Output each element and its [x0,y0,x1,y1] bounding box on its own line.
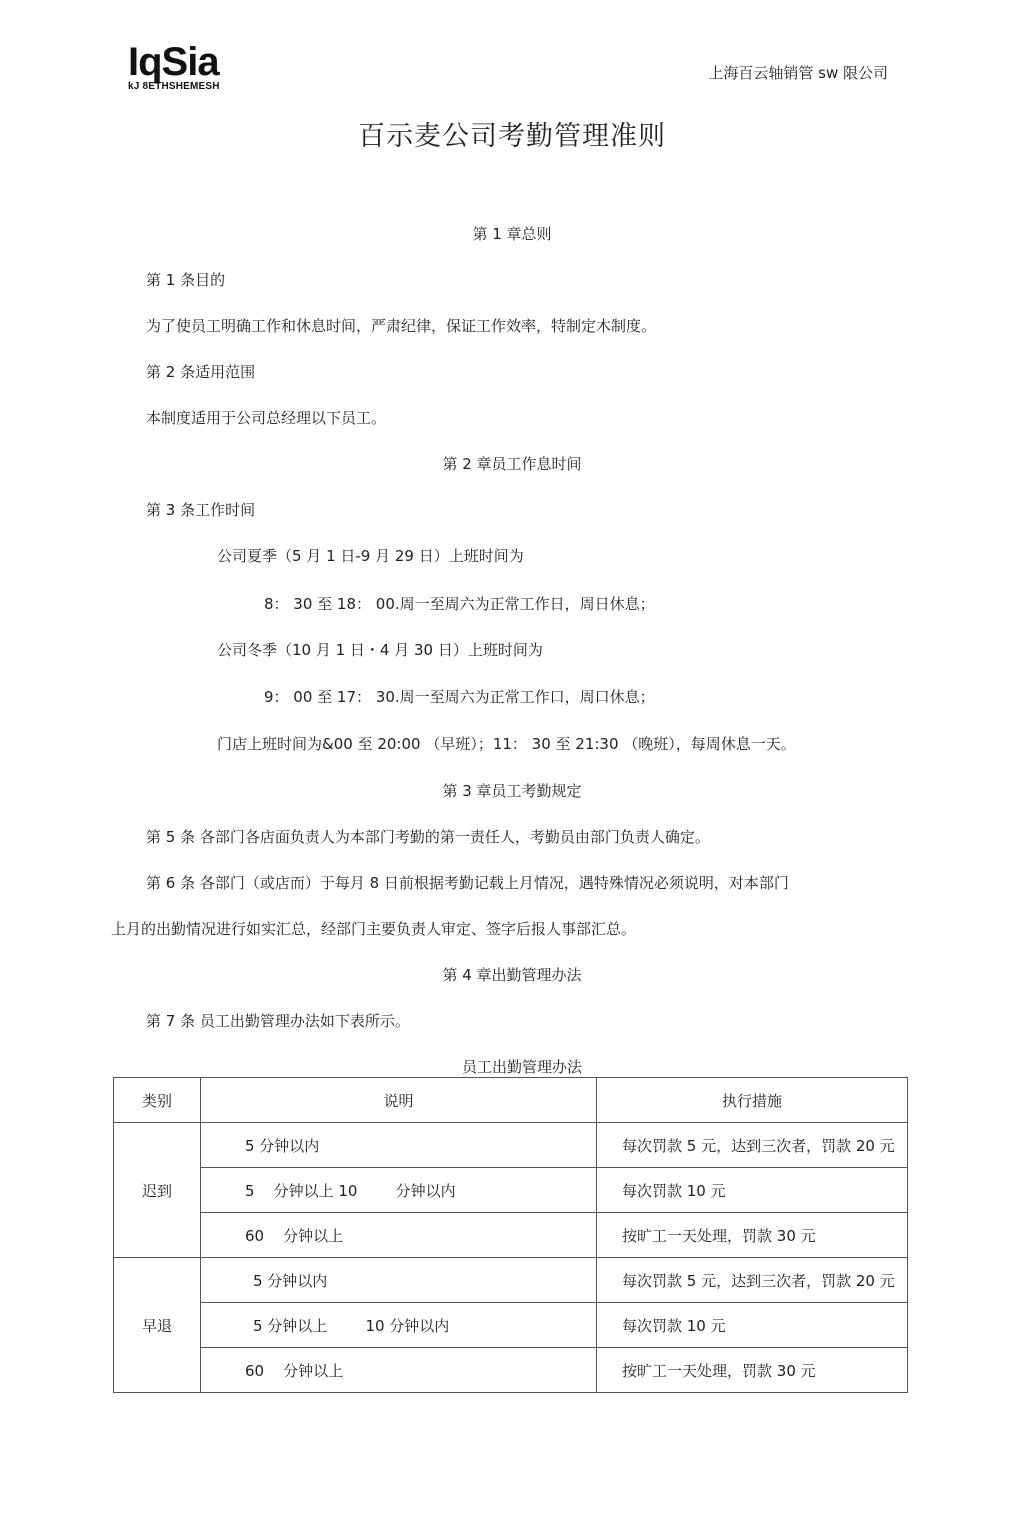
winter-hours-detail: 9： 00 至 17： 30.周一至周六为正常工作口，周口休息； [264,688,655,706]
early-desc-3: 60 分钟以上 [201,1348,597,1393]
article-7-text: 第 7 条 员工出勤管理办法如下表所示。 [146,1012,410,1030]
header-description: 说明 [201,1078,597,1123]
table-row [114,1123,908,1168]
winter-hours-intro: 公司冬季（10 月 1 日・4 月 30 日）上班时间为 [217,641,543,659]
category-late: 迟到 [114,1123,201,1258]
chapter-2-heading: 第 2 章员工作息时间 [442,455,582,473]
document-title: 百示麦公司考勤管理准则 [358,121,666,152]
table-row [114,1348,908,1393]
article-1-text: 为了使员工明确工作和休息时间，严肃纪律，保证工作效率，特制定木制度。 [146,317,657,335]
summer-hours-detail: 8： 30 至 18： 00.周一至周六为正常工作日，周日休息； [264,595,655,613]
early-desc-2: 5 分钟以上 10 分钟以内 [201,1303,597,1348]
early-desc-1: 5 分钟以内 [201,1258,597,1303]
article-1-heading: 第 1 条目的 [146,271,226,289]
late-measure-1: 每次罚款 5 元，达到三次者，罚款 20 元 [597,1123,908,1168]
chapter-1-heading: 第 1 章总则 [472,225,552,243]
table-row [114,1258,908,1303]
chapter-3-heading: 第 3 章员工考勤规定 [442,782,582,800]
attendance-table [113,1077,908,1393]
article-5-text: 第 5 条 各部门各店面负责人为本部门考勤的第一责任人，考勤员由部门负责人确定。 [146,828,710,846]
table-row [114,1303,908,1348]
table-caption: 员工出勤管理办法 [461,1058,582,1076]
company-logo [128,40,220,92]
table-row [114,1168,908,1213]
store-hours: 门店上班时间为&00 至 20:00 （早班）；11： 30 至 21:30 （晚班），每周休息一天。 [217,735,796,753]
article-2-heading: 第 2 条适用范围 [146,363,256,381]
article-6-text-line1: 第 6 条 各部门（或店而）于每月 8 日前根据考勤记载上月情况，遇特殊情况必须说明，对本部门 [146,874,789,892]
article-2-text: 本制度适用于公司总经理以下员工。 [146,409,387,427]
early-measure-2: 每次罚款 10 元 [597,1303,908,1348]
late-desc-3: 60 分钟以上 [201,1213,597,1258]
late-desc-2: 5 分钟以上 10 分钟以内 [201,1168,597,1213]
late-desc-1: 5 分钟以内 [201,1123,597,1168]
summer-hours-intro: 公司夏季（5 月 1 日-9 月 29 日）上班时间为 [217,547,524,565]
early-measure-1: 每次罚款 5 元，达到三次者，罚款 20 元 [597,1258,908,1303]
header-measure: 执行措施 [597,1078,908,1123]
chapter-4-heading: 第 4 章出勤管理办法 [442,966,582,984]
article-3-heading: 第 3 条工作时间 [146,501,256,519]
early-measure-3: 按旷工一天处理，罚款 30 元 [597,1348,908,1393]
company-name: 上海百云轴销管 sw 限公司 [708,64,888,82]
article-6-text-line2: 上月的出勤情况进行如实汇总，经部门主要负责人审定、签字后报人事部汇总。 [111,920,637,938]
late-measure-2: 每次罚款 10 元 [597,1168,908,1213]
late-measure-3: 按旷工一天处理，罚款 30 元 [597,1213,908,1258]
logo-tagline: kJ 8ETHSHEMESH [128,81,220,92]
header-category: 类别 [114,1078,201,1123]
table-row [114,1213,908,1258]
table-header-row [114,1078,908,1123]
logo-wordmark: IqSia [128,40,219,84]
category-early: 早退 [114,1258,201,1393]
